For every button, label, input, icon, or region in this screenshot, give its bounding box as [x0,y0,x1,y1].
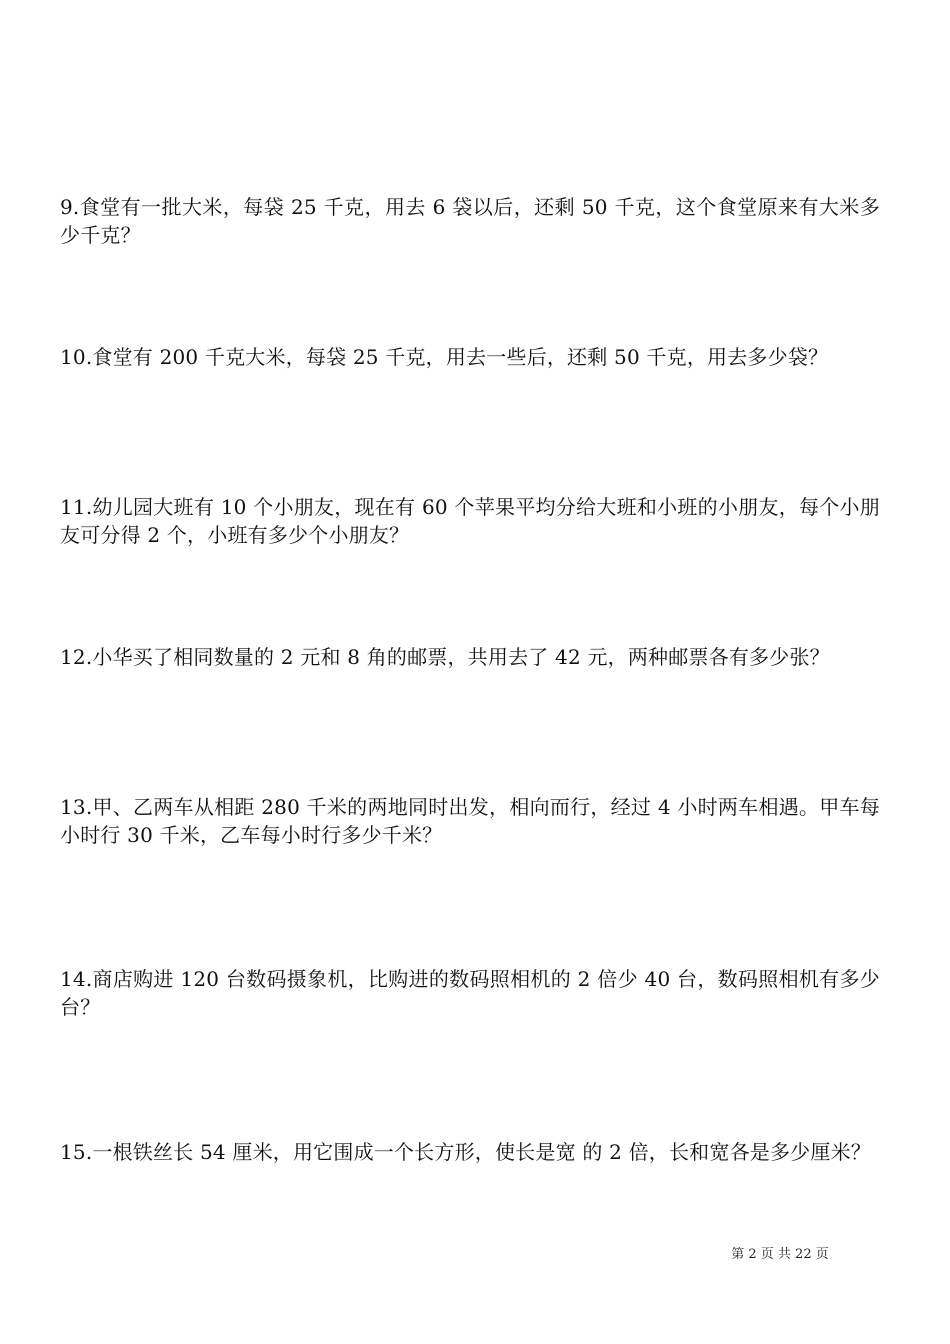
question-13: 13.甲、乙两车从相距 280 千米的两地同时出发，相向而行，经过 4 小时两车相遇。甲车每小时行 30 千米，乙车每小时行多少千米？ [60,795,880,847]
page-number-footer: 第 2 页 共 22 页 [731,1247,829,1262]
question-10: 10.食堂有 200 千克大米，每袋 25 千克，用去一些后，还剩 50 千克，用去多少袋？ [60,345,829,369]
question-12: 12.小华买了相同数量的 2 元和 8 角的邮票，共用去了 42 元，两种邮票各有多少张？ [60,645,830,669]
question-9: 9.食堂有一批大米，每袋 25 千克，用去 6 袋以后，还剩 50 千克，这个食堂原来有大米多少千克？ [60,195,880,247]
question-14: 14.商店购进 120 台数码摄象机，比购进的数码照相机的 2 倍少 40 台，数码照相机有多少台？ [60,967,880,1019]
question-11: 11.幼儿园大班有 10 个小朋友，现在有 60 个苹果平均分给大班和小班的小朋友，每个小朋友可分得 2 个，小班有多少个小朋友？ [60,495,880,547]
question-15: 15.一根铁丝长 54 厘米，用它围成一个长方形，使长是宽 的 2 倍，长和宽各是多少厘米？ [60,1140,871,1164]
